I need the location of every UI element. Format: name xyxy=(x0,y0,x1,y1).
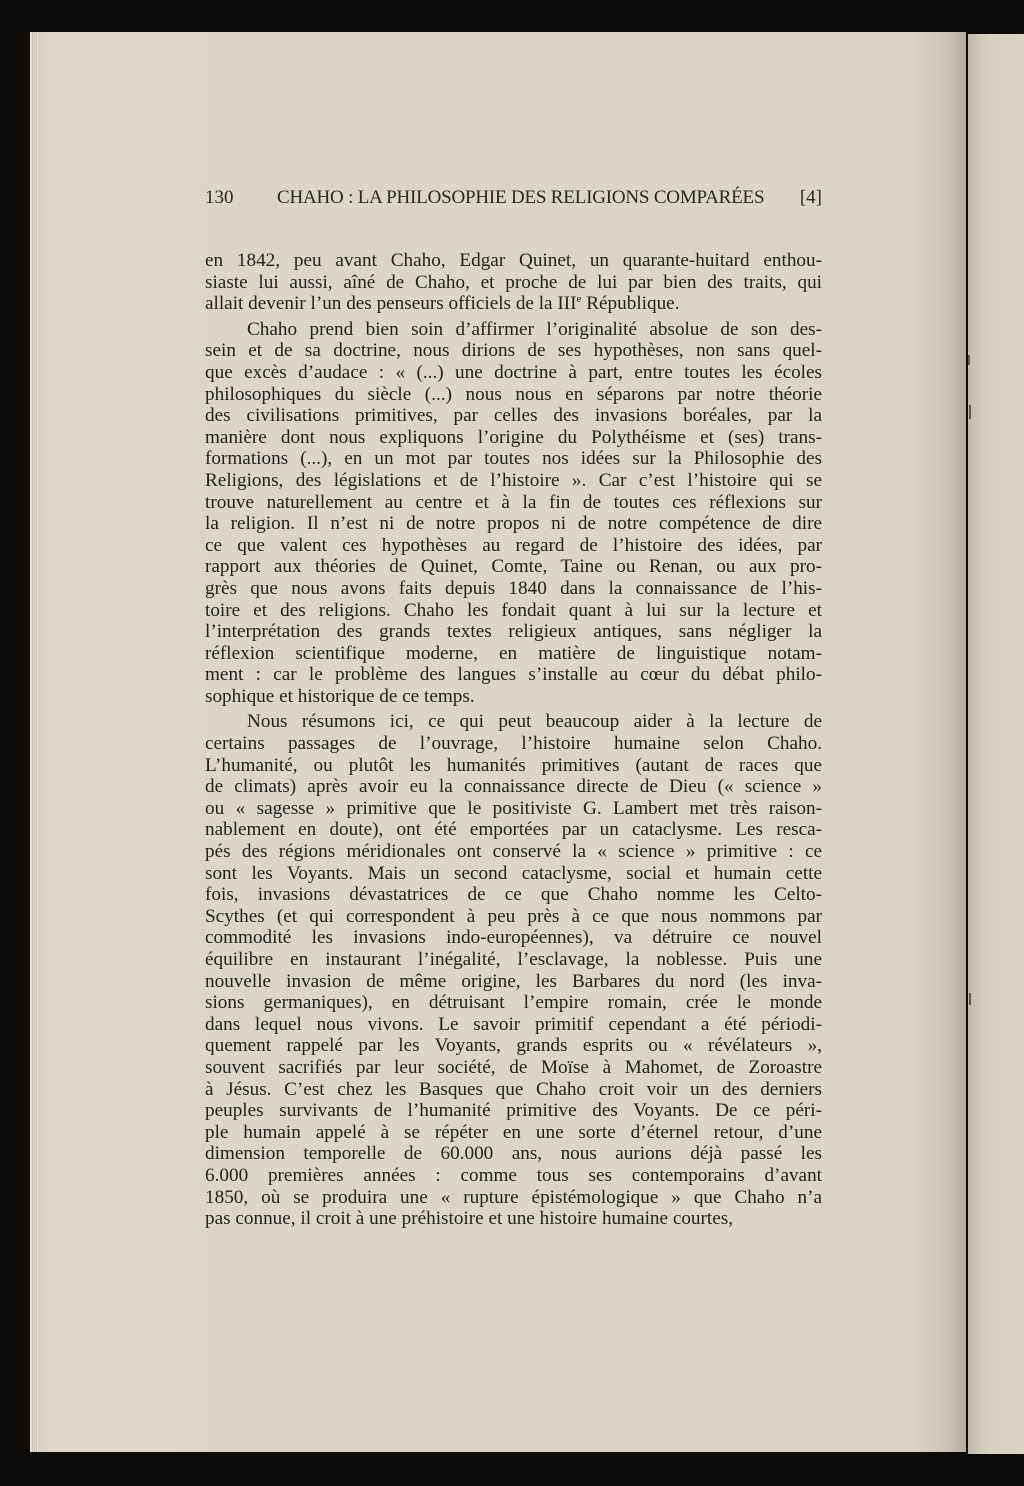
text-line: sein et de sa doctrine, nous dirions de ses hypothèses, non sans quel- xyxy=(205,340,822,362)
facing-page-edge xyxy=(968,34,1024,1454)
text-line: pés des régions méridionales ont conservé la « science » primitive : ce xyxy=(205,841,822,863)
text-line: l’interprétation des grands textes religieux antiques, sans négliger la xyxy=(205,621,822,643)
text-line: Nous résumons ici, ce qui peut beaucoup aider à la lecture de xyxy=(247,711,822,733)
text-line: peuples survivants de l’humanité primitive des Voyants. De ce péri- xyxy=(205,1100,822,1122)
text-line: ou « sagesse » primitive que le positiviste G. Lambert met très raison- xyxy=(205,797,822,819)
text-line: que excès d’audace : « (...) une doctrine à part, entre toutes les écoles xyxy=(205,361,822,383)
margin-mark xyxy=(969,405,971,419)
text-line: L’humanité, ou plutôt les humanités primitives (autant de races que xyxy=(205,754,822,776)
text-line: formations (...), en un mot par toutes nos idées sur la Philosophie des xyxy=(205,448,822,470)
text-line: à Jésus. C’est chez les Basques que Chaho croit voir un des derniers xyxy=(205,1078,822,1100)
paragraph xyxy=(205,711,822,1229)
text-line: pas connue, il croit à une préhistoire et une histoire humaine courtes, xyxy=(205,1208,734,1230)
text-line: Scythes (et qui correspondent à peu près à ce que nous nommons par xyxy=(205,905,822,927)
text-line: réflexion scientifique moderne, en matière de linguistique notam- xyxy=(205,642,822,664)
page-number: 130 xyxy=(205,187,234,208)
text-line: 1850, où se produira une « rupture épistémologique » que Chaho n’a xyxy=(205,1186,822,1208)
body-text xyxy=(205,250,822,1234)
text-line: nablement en doute), ont été emportées par un cataclysme. Les resca- xyxy=(205,819,822,841)
text-line: 6.000 premières années : comme tous ses contemporains d’avant xyxy=(205,1164,822,1186)
text-line: grès que nous avons faits depuis 1840 dans la connaissance de l’his- xyxy=(205,577,822,599)
text-line: de climats) après avoir eu la connaissance directe de Dieu (« science » xyxy=(205,776,822,798)
text-line: quement rappelé par les Voyants, grands esprits ou « révélateurs », xyxy=(205,1035,822,1057)
section-number: [4] xyxy=(799,187,822,208)
text-line: rapport aux théories de Quinet, Comte, Taine ou Renan, ou aux pro- xyxy=(205,556,822,578)
text-line: des civilisations primitives, par celles des invasions boréales, par la xyxy=(205,405,822,427)
text-line: en 1842, peu avant Chaho, Edgar Quinet, un quarante-huitard enthou- xyxy=(205,250,822,271)
text-line: la religion. Il n’est ni de notre propos ni de notre compétence de dire xyxy=(205,513,822,535)
paragraph xyxy=(205,319,822,708)
page-stack-edge xyxy=(30,32,38,1452)
text-line: toire et des religions. Chaho les fondait quant à lui sur la lecture et xyxy=(205,599,822,621)
text-line: philosophiques du siècle (...) nous nous en séparons par notre théorie xyxy=(205,383,822,405)
text-line: trouve naturellement au centre et à la fin de toutes ces réflexions sur xyxy=(205,491,822,513)
text-line: sions germaniques), en détruisant l’empire romain, crée le monde xyxy=(205,992,822,1014)
text-line: ment : car le problème des langues s’installe au cœur du débat philo- xyxy=(205,664,822,686)
paragraph xyxy=(205,250,822,315)
text-line: dans lequel nous vivons. Le savoir primitif cependant a été périodi- xyxy=(205,1013,822,1035)
text-line: sont les Voyants. Mais un second cataclysme, social et humain cette xyxy=(205,862,822,884)
text-line: allait devenir l’un des penseurs officiels de la IIIe République. xyxy=(205,293,680,315)
text-line: manière dont nous expliquons l’origine du Polythéisme et (ses) trans- xyxy=(205,426,822,448)
text-line: fois, invasions dévastatrices de ce que Chaho nomme les Celto- xyxy=(205,884,822,906)
text-line: sophique et historique de ce temps. xyxy=(205,685,475,707)
text-line: dimension temporelle de 60.000 ans, nous aurions déjà passé les xyxy=(205,1143,822,1165)
text-line: commodité les invasions indo-européennes), va détruire ce nouvel xyxy=(205,927,822,949)
text-line: Religions, des législations et de l’histoire ». Car c’est l’histoire qui se xyxy=(205,469,822,491)
margin-mark xyxy=(968,355,970,365)
text-line: ple humain appelé à se répéter en une sorte d’éternel retour, d’une xyxy=(205,1121,822,1143)
text-line: siaste lui aussi, aîné de Chaho, et proche de lui par bien des traits, qui xyxy=(205,271,822,293)
running-header xyxy=(205,187,822,213)
text-line: ce que valent ces hypothèses au regard de l’histoire des idées, par xyxy=(205,534,822,556)
margin-mark xyxy=(969,993,971,1005)
text-line: équilibre en instaurant l’inégalité, l’esclavage, la noblesse. Puis une xyxy=(205,949,822,970)
text-line: Chaho prend bien soin d’affirmer l’originalité absolue de son des- xyxy=(247,318,822,340)
running-title: CHAHO : LA PHILOSOPHIE DES RELIGIONS COMPARÉES xyxy=(277,187,765,208)
text-line: nouvelle invasion de même origine, les Barbares du nord (les inva- xyxy=(205,970,822,992)
text-line: souvent sacrifiés par leur société, de Moïse à Mahomet, de Zoroastre xyxy=(205,1056,822,1078)
text-line: certains passages de l’ouvrage, l’histoire humaine selon Chaho. xyxy=(205,733,822,755)
